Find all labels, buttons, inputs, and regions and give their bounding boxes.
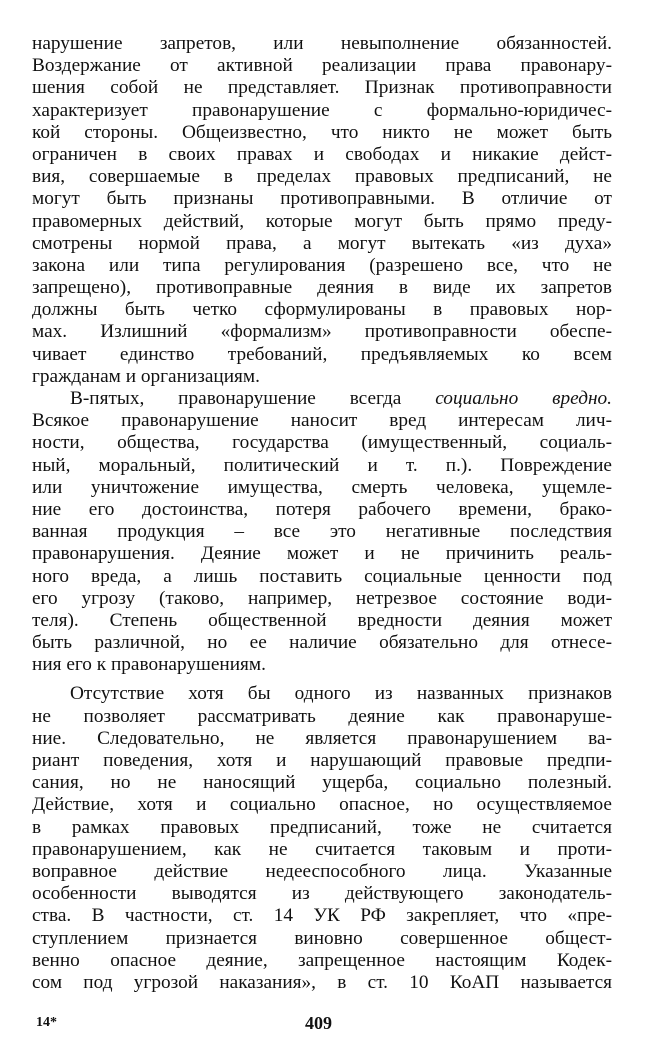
text-line: ный, моральный, политический и т. п.). Повреждение: [32, 454, 612, 476]
text-line: мах. Излишний «формализм» противоправности обеспе-: [32, 321, 612, 343]
text-line: ступлением признается виновно совершенное общест-: [32, 927, 612, 949]
text-line: ного вреда, а лишь поставить социальные ценности под: [32, 565, 612, 587]
text-line: или уничтожение имущества, смерть человека, ущемле-: [32, 476, 612, 498]
text-line: ства. В частности, ст. 14 УК РФ закрепляет, что «пре-: [32, 905, 612, 927]
text-line: ванная продукция – все это негативные последствия: [32, 521, 612, 543]
text-line: ния его к правонарушениям.: [32, 654, 266, 676]
text-line: Действие, хотя и социально опасное, но осуществляемое: [32, 794, 612, 816]
text-line: правонарушения. Деяние может и не причинить реаль-: [32, 543, 612, 565]
text-line: В-пятых, правонарушение всегда социально вредно.: [70, 388, 613, 409]
text-line: Воздержание от активной реализации права правонару-: [32, 55, 612, 77]
paragraph: [32, 33, 612, 388]
text-line: характеризует правонарушение с формально-юридичес-: [32, 99, 612, 121]
text-line: смотрены нормой права, а могут вытекать «из духа»: [32, 232, 612, 254]
text-line: кой стороны. Общеизвестно, что никто не может быть: [32, 121, 612, 143]
text-line: венно опасное деяние, запрещенное настоящим Кодек-: [32, 949, 612, 971]
text-line: сания, но не наносящий ущерба, социально полезный.: [32, 772, 612, 794]
text-line: вия, совершаемые в пределах правовых предписаний, не: [32, 166, 612, 188]
text-line: особенности выводятся из действующего законодатель-: [32, 883, 612, 905]
paragraph: [32, 683, 612, 994]
text-line: теля). Степень общественной вредности деяния может: [32, 609, 612, 631]
text-line: нарушение запретов, или невыполнение обязанностей.: [32, 33, 612, 54]
page-number: 409: [305, 1013, 332, 1033]
text-line: риант поведения, хотя и нарушающий правовые предпи-: [32, 750, 612, 771]
text-line: его угрозу (таково, например, нетрезвое состояние води-: [32, 587, 612, 609]
text-line: правомерных действий, которые могут быть прямо преду-: [32, 210, 612, 232]
text-line: шения собой не представляет. Признак противоправности: [32, 77, 612, 99]
printer-signature-mark: 14*: [36, 1015, 57, 1030]
emphasis: социально вредно.: [435, 388, 613, 409]
text-line: быть различной, но ее наличие обязательно для отнесе-: [32, 632, 612, 654]
text-line: ние его достоинства, потеря рабочего времени, брако-: [32, 498, 612, 520]
text-line: запрещено), противоправные деяния в виде их запретов: [32, 277, 612, 299]
text-line: воправное действие недееспособного лица. Указанные: [32, 860, 612, 882]
text-line: в рамках правовых предписаний, тоже не считается: [32, 816, 612, 838]
text-line: Отсутствие хотя бы одного из названных признаков: [70, 683, 612, 705]
paragraph: [32, 388, 612, 676]
text-line: правонарушением, как не считается таковым и проти-: [32, 838, 612, 860]
text-line: Всякое правонарушение наносит вред интересам лич-: [32, 410, 612, 432]
text-line: могут быть признаны противоправными. В отличие от: [32, 188, 612, 210]
text-line: закона или типа регулирования (разрешено все, что не: [32, 254, 612, 276]
text-line: ние. Следовательно, не является правонарушением ва-: [32, 727, 612, 749]
text-line: должны быть четко сформулированы в правовых нор-: [32, 299, 612, 321]
text-line: чивает единство требований, предъявляемых ко всем: [32, 343, 612, 365]
text-line: не позволяет рассматривать деяние как правонаруше-: [32, 705, 612, 727]
text-line: гражданам и организациям.: [32, 365, 260, 387]
body-text: [32, 33, 612, 994]
text-line: сом под угрозой наказания», в ст. 10 КоАП называется: [32, 971, 612, 993]
page-footer: [0, 1013, 653, 1037]
text-line: ности, общества, государства (имущественный, социаль-: [32, 432, 612, 454]
text-line: ограничен в своих правах и свободах и никакие дейст-: [32, 143, 612, 165]
